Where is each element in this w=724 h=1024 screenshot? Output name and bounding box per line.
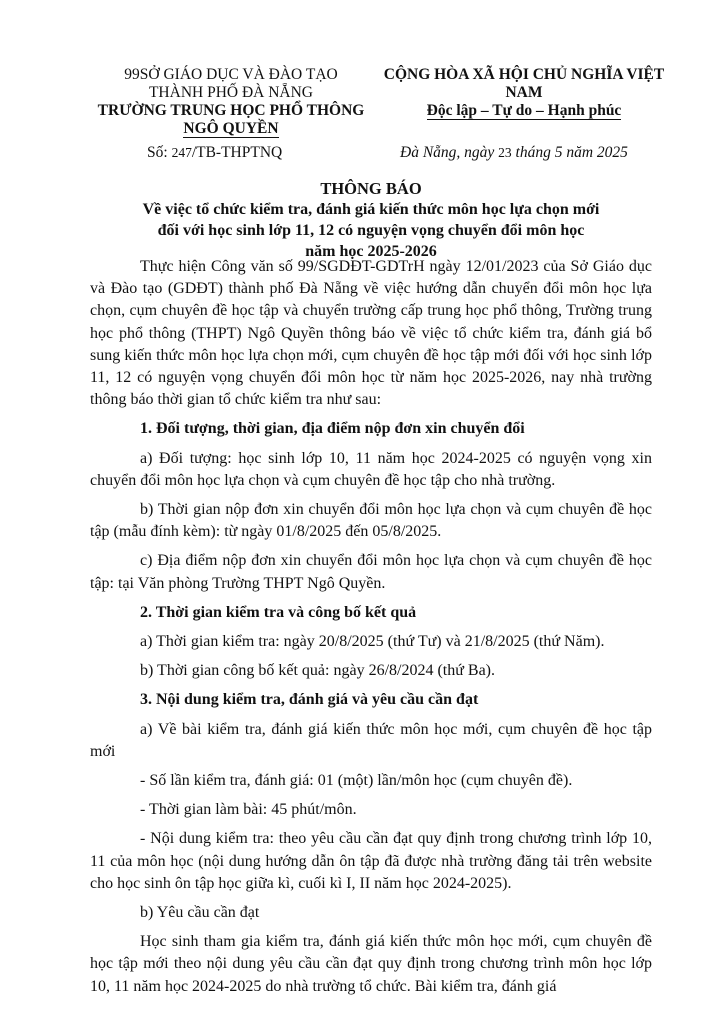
date-day: 23 xyxy=(498,145,512,160)
section-1-item-c: c) Địa điểm nộp đơn xin chuyển đổi môn học lựa chọn và cụm chuyên đề học tập: tại Văn phòng Trường THPT Ngô Quyền. xyxy=(90,552,652,592)
national-title: CỘNG HÒA XÃ HỘI CHỦ NGHĨA VIỆT NAM xyxy=(383,66,665,101)
section-2-item-b: b) Thời gian công bố kết quả: ngày 26/8/2024 (thứ Ba). xyxy=(140,662,495,680)
title-main: THÔNG BÁO xyxy=(320,179,422,198)
date-suffix: tháng 5 năm 2025 xyxy=(515,144,628,161)
national-motto: Độc lập – Tự do – Hạnh phúc xyxy=(426,102,622,119)
national-header xyxy=(368,66,680,120)
section-3-item-b-text: Học sinh tham gia kiểm tra, đánh giá kiến thức môn học mới, cụm chuyên đề học tập mới theo nội dung yêu cầu cần đạt quy định trong chương trình môn học lớp 10, 11 năm học 2024-2025 do nhà trường tổ chức. Bài kiểm tra, đánh giá xyxy=(90,933,652,995)
date-prefix: Đà Nẵng, ngày xyxy=(400,144,495,161)
school-name-line-2: NGÔ QUYỀN xyxy=(183,120,279,137)
authority-line-2: THÀNH PHỐ ĐÀ NẴNG xyxy=(148,84,314,101)
section-3-item-a-3: - Nội dung kiểm tra: theo yêu cầu cần đạt quy định trong chương trình lớp 10, 11 của môn học (nội dung hướng dẫn ôn tập đã được nhà trường đăng tải trên website cho học sinh ôn tập học giữa kì, cuối kì I, II năm học 2024-2025). xyxy=(90,830,652,892)
section-3-item-a: a) Về bài kiểm tra, đánh giá kiến thức môn học mới, cụm chuyên đề học tập mới xyxy=(90,720,652,760)
school-name-line-1: TRƯỜNG TRUNG HỌC PHỔ THÔNG xyxy=(97,102,365,119)
section-3-item-a-2: - Thời gian làm bài: 45 phút/môn. xyxy=(140,801,357,819)
document-reference xyxy=(147,144,282,162)
section-1-heading: 1. Đối tượng, thời gian, địa điểm nộp đơn xin chuyển đổi xyxy=(140,420,525,438)
section-2-heading: 2. Thời gian kiểm tra và công bố kết quả xyxy=(140,603,417,621)
document-date xyxy=(400,144,628,162)
title-line-1: Về việc tổ chức kiểm tra, đánh giá kiến thức môn học lựa chọn mới xyxy=(142,201,600,218)
section-3-heading: 3. Nội dung kiểm tra, đánh giá và yêu cầu cần đạt xyxy=(140,691,479,709)
section-3-item-b: b) Yêu cầu cần đạt xyxy=(140,904,260,922)
document-title xyxy=(80,178,662,262)
reference-prefix: Số: xyxy=(147,144,168,161)
section-3-item-a-1: - Số lần kiểm tra, đánh giá: 01 (một) lần/môn học (cụm chuyên đề). xyxy=(140,772,573,790)
issuing-authority xyxy=(96,66,366,138)
intro-paragraph: Thực hiện Công văn số 99/SGDĐT-GDTrH ngày 12/01/2023 của Sở Giáo dục và Đào tạo (GDĐT) thành phố Đà Nẵng về việc hướng dẫn chuyển đổi môn học lựa chọn, cụm chuyên đề học tập và chuyển trường cấp trung học phổ thông, Trường trung học phổ thông (THPT) Ngô Quyền thông báo về việc tổ chức kiểm tra, đánh giá bổ sung kiến thức môn học lựa chọn mới, cụm chuyên đề học tập mới đối với học sinh lớp 11, 12 có nguyện vọng chuyển đổi môn học từ năm học 2025-2026, nay nhà trường thông báo thời gian tổ chức kiểm tra như sau: xyxy=(90,258,652,409)
section-1-item-a: a) Đối tượng: học sinh lớp 10, 11 năm học 2024-2025 có nguyện vọng xin chuyển đổi môn học lựa chọn và cụm chuyên đề học tập cho nhà trường. xyxy=(90,449,652,489)
reference-suffix: /TB-THPTNQ xyxy=(191,144,283,161)
section-1-item-b: b) Thời gian nộp đơn xin chuyển đổi môn học lựa chọn và cụm chuyên đề học tập (mẫu đính kèm): từ ngày 01/8/2025 đến 05/8/2025. xyxy=(90,501,652,541)
title-line-3: năm học 2025-2026 xyxy=(305,243,437,260)
section-2-item-a: a) Thời gian kiểm tra: ngày 20/8/2025 (thứ Tư) và 21/8/2025 (thứ Năm). xyxy=(140,633,605,651)
reference-number: 247 xyxy=(171,145,192,160)
document-body xyxy=(90,256,652,1005)
title-line-2: đối với học sinh lớp 11, 12 có nguyện vọng chuyển đổi môn học xyxy=(157,222,585,239)
authority-line-1: 99SỞ GIÁO DỤC VÀ ĐÀO TẠO xyxy=(124,66,338,83)
